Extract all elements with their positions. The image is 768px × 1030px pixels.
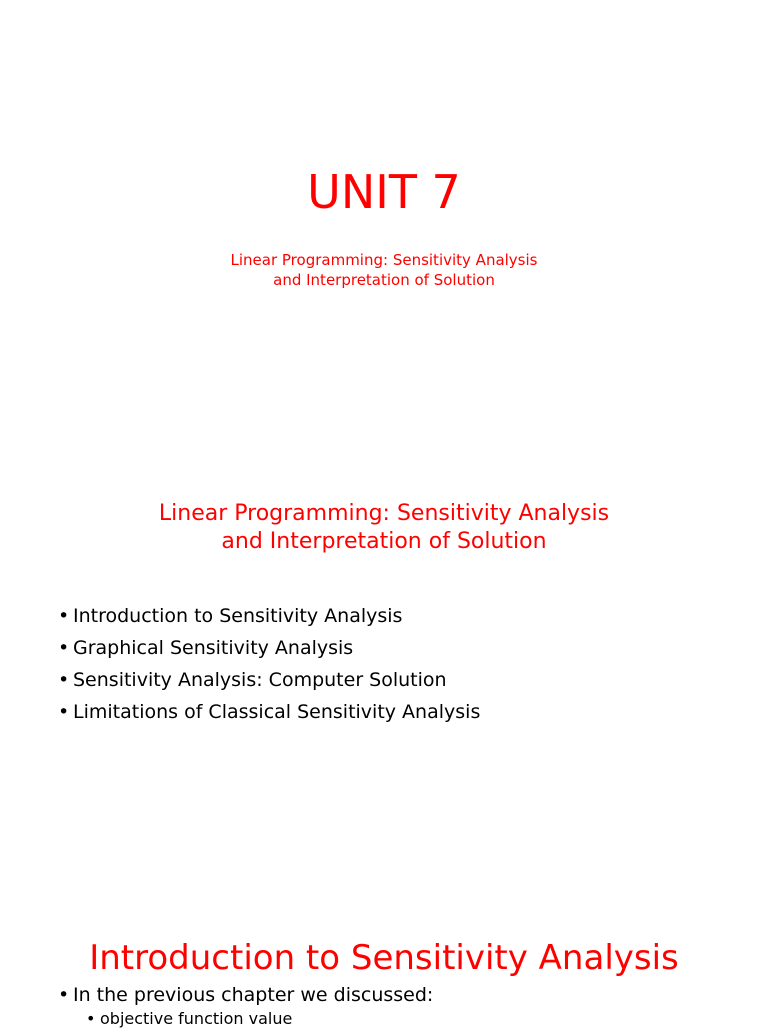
bullet-item: • Introduction to Sensitivity Analysis [58, 600, 480, 632]
intro-slide [0, 768, 768, 1028]
sub-bullet-item: • objective function value [86, 1008, 292, 1030]
title-slide [0, 0, 768, 384]
overview-title-line-1: Linear Programming: Sensitivity Analysis [158, 501, 610, 527]
intro-bullet-list [58, 979, 433, 1011]
unit-subtitle-line-1: Linear Programming: Sensitivity Analysis [230, 251, 538, 269]
overview-slide [0, 384, 768, 768]
overview-title-line-2: and Interpretation of Solution [221, 529, 547, 555]
unit-title: UNIT 7 [307, 165, 461, 219]
unit-subtitle-line-2: and Interpretation of Solution [273, 271, 495, 289]
bullet-item: • Sensitivity Analysis: Computer Solution [58, 664, 480, 696]
bullet-item: • Graphical Sensitivity Analysis [58, 632, 480, 664]
bullet-item: • In the previous chapter we discussed: [58, 979, 433, 1011]
overview-title [0, 500, 768, 556]
overview-bullet-list [58, 600, 480, 728]
intro-title: Introduction to Sensitivity Analysis [89, 938, 679, 979]
bullet-item: • Limitations of Classical Sensitivity Analysis [58, 696, 480, 728]
intro-sub-bullet-list [86, 1008, 292, 1030]
unit-subtitle [0, 250, 768, 290]
